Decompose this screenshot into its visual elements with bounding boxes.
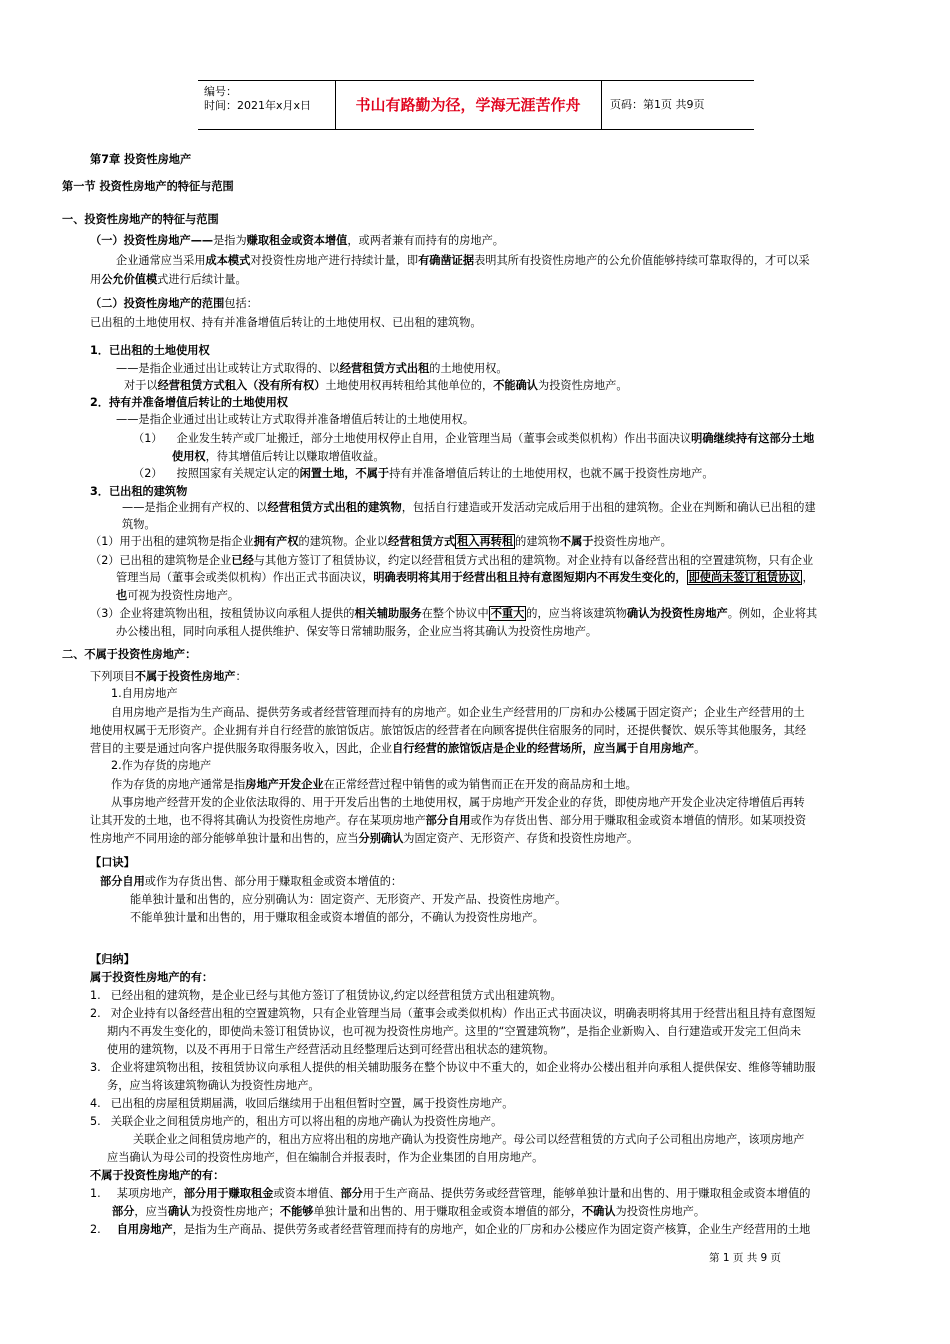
text-run: 或作为存货出售、部分用于赚取租金或资本增值的： <box>144 875 403 888</box>
text-run: 对于以 <box>124 379 158 392</box>
text-run: ，待其增值后转让以赚取增值收益。 <box>205 450 385 463</box>
text-line <box>133 466 714 483</box>
list-number: 5. <box>90 1115 101 1128</box>
text-run: 的土地使用权。 <box>429 362 508 375</box>
list-item <box>90 1060 816 1077</box>
text-run: 对投资性房地产进行持续计量，即 <box>250 254 419 267</box>
text-run: 土地使用权再转租给其他单位的， <box>325 379 494 392</box>
text-run: 不确认 <box>581 1205 616 1218</box>
text-line: 地使用权属于无形资产。企业拥有并自行经营的旅馆饭店。旅馆饭店的经营者在向顾客提供住宿服务的同时，还提供餐饮、娱乐等其他服务，其经 <box>90 724 807 737</box>
text-run: 有确凿证据 <box>418 254 475 267</box>
header-table <box>198 80 754 130</box>
list-item <box>90 1222 810 1239</box>
text-run: 为投资性房地产。 <box>538 379 628 392</box>
text-run: 企业通常应当采用 <box>116 254 206 267</box>
boxed-text: 即使尚未签订租赁协议 <box>688 571 801 584</box>
text-run: 与其他方签订了租赁协议，约定以经营租赁方式出租的建筑物。对企业持有以备经营出租的空置建筑物，只有企业 <box>253 554 814 567</box>
text-run: 闲置土地，不属于 <box>299 467 390 480</box>
text-run: 的建筑物。企业以 <box>298 535 389 548</box>
text-run: 不能确认 <box>493 379 538 392</box>
text-run: 拥有产权 <box>253 535 299 548</box>
text-line <box>133 431 814 448</box>
text-line: 办公楼出租，同时向承租人提供维护、保安等日常辅助服务，企业应当将其确认为投资性房地产。 <box>116 625 598 638</box>
text-line: 使用的建筑物，以及不再用于日常生产经营活动且经整理后达到可经营出租状态的建筑物。 <box>107 1043 555 1056</box>
text-run: 管理当局（董事会或类似机构）作出正式书面决议， <box>116 571 374 584</box>
text-run: ： <box>235 670 247 683</box>
text-run: 不属于投资性房地产 <box>134 670 236 683</box>
text-run: 投资性房地产。 <box>593 535 672 548</box>
text-run: 也 <box>116 589 128 602</box>
text-line <box>116 588 239 605</box>
text-run: 营目的主要是通过向客户提供服务取得服务收入，因此，企业 <box>90 742 393 755</box>
text-line <box>90 606 817 623</box>
mnemonic-title: 【口诀】 <box>90 856 135 869</box>
text-run: 部分 <box>340 1187 363 1200</box>
text-run: 用于生产商品、提供劳务或经营管理，能够单独计量和出售的、用于赚取租金或资本增值的 <box>362 1187 811 1200</box>
text-run: 不属于 <box>559 535 594 548</box>
text-run: 确认 <box>167 1205 191 1218</box>
text-run: ，应当 <box>134 1205 168 1218</box>
text-run: 在正常经营过程中销售的或为销售而正在开发的商品房和土地。 <box>323 778 637 791</box>
list-number: （2） <box>133 467 163 480</box>
text-run: ，或两者兼有而持有的房地产。 <box>347 234 504 247</box>
text-run: 明确继续持有这部分土地 <box>691 432 815 445</box>
text-run: 在整个协议中 <box>421 607 489 620</box>
text-run: 相关辅助服务 <box>354 607 422 620</box>
paragraph-scope <box>90 296 258 313</box>
text-run: 可视为投资性房地产。 <box>127 589 240 602</box>
text-line <box>100 874 402 891</box>
list-number: 3. <box>90 1061 101 1074</box>
list-item <box>90 1186 810 1203</box>
text-line <box>116 570 814 587</box>
text-run: 企业将建筑物出租，按租赁协议向承租人提供的相关辅助服务在整个协议中不重大的，如企业将办公楼出租并向承租人提供保安、维修等辅助服 <box>110 1061 816 1074</box>
list-number: 1. <box>90 1187 101 1200</box>
text-run: 用 <box>90 273 102 286</box>
text-run: 经营租赁方式 <box>388 535 456 548</box>
text-run: 或资本增值、 <box>273 1187 341 1200</box>
text-line <box>90 534 672 551</box>
list-item <box>90 1114 502 1131</box>
text-run: 房地产开发企业 <box>245 778 324 791</box>
text-run: 部分用于赚取租金 <box>183 1187 274 1200</box>
list-number: 4. <box>90 1097 101 1110</box>
text-run: 包括： <box>224 297 258 310</box>
text-run: 公允价值模 <box>101 273 158 286</box>
summary-no-heading: 不属于投资性房地产的有： <box>90 1169 225 1182</box>
text-line <box>90 831 638 848</box>
heading-1: 一、投资性房地产的特征与范围 <box>62 213 219 226</box>
text-run: 已经出租的建筑物，是企业已经与其他方签订了租赁协议,约定以经营租赁方式出租建筑物。 <box>110 989 562 1002</box>
text-run: 式进行后续计量。 <box>157 273 247 286</box>
time-label: 时间：2021年x月x日 <box>204 99 312 112</box>
list-item <box>90 1096 513 1113</box>
text-line: 从事房地产经营开发的企业依法取得的、用于开发后出售的土地使用权，属于房地产开发企业的存货，即使房地产开发企业决定待增值后再转 <box>111 796 805 809</box>
text-line <box>112 1204 705 1221</box>
text-line <box>90 669 247 686</box>
motto: 书山有路勤为径，学海无涯苦作舟 <box>355 96 581 114</box>
text-run: 明确表明将其用于经营出租且持有意图短期内不再发生变化的， <box>373 571 687 584</box>
text-line <box>90 553 813 570</box>
text-line: 1.自用房地产 <box>111 687 178 700</box>
text-run: 对企业持有以备经营出租的空置建筑物，只有企业管理当局（董事会或类似机构）作出正式书面决议，明确表明将其用于经营出租且持有意图短 <box>110 1007 816 1020</box>
list-item <box>90 1006 816 1023</box>
chapter-title: 第7章 投资性房地产 <box>90 153 192 166</box>
summary-title: 【归纳】 <box>90 953 135 966</box>
text-run: 自行经营的旅馆饭店是企业的经营场所，应当属于自用房地产 <box>392 742 695 755</box>
text-run: ，包括自行建造或开发活动完成后用于出租的建筑物。企业在判断和确认已出租的建 <box>401 501 816 514</box>
text-run: 经营租赁方式租入（没有所有权） <box>157 379 326 392</box>
text-run: 的，应当将该建筑物 <box>526 607 627 620</box>
text-run: 某项房地产， <box>116 1187 184 1200</box>
text-run: 经营租赁方式出租的建筑物 <box>267 501 402 514</box>
text-run: 自用房地产 <box>116 1223 173 1236</box>
list-number: （1） <box>133 432 163 445</box>
text-run: 已经 <box>231 554 254 567</box>
text-run: （3）企业将建筑物出租，按租赁协议向承租人提供的 <box>90 607 355 620</box>
text-run: 或作为存货出售、部分用于赚取租金或资本增值的情形。如某项投资 <box>470 814 807 827</box>
text-run: 部分 <box>112 1205 135 1218</box>
text-run: 按照国家有关规定认定的 <box>176 467 300 480</box>
text-line <box>172 449 385 466</box>
list-number: 2. <box>90 1223 101 1236</box>
text-line <box>116 361 508 378</box>
paragraph-measurement <box>116 253 810 270</box>
paragraph-measurement-cont <box>90 272 247 289</box>
text-run: 下列项目 <box>90 670 135 683</box>
text-run: 为投资性房地产； <box>190 1205 280 1218</box>
text-run: 单独计量和出售的、用于赚取租金或资本增值的部分， <box>313 1205 582 1218</box>
text-run: 企业发生转产或厂址搬迁，部分土地使用权停止自用，企业管理当局（董事会或类似机构）作出书面决议 <box>176 432 692 445</box>
text-line <box>90 813 806 830</box>
text-line: 不能单独计量和出售的，用于赚取租金或资本增值的部分，不确认为投资性房地产。 <box>130 911 544 924</box>
text-run: 持有并准备增值后转让的土地使用权，也就不属于投资性房地产。 <box>389 467 714 480</box>
text-run: 是指为 <box>213 234 247 247</box>
list-number: 2. <box>90 1007 101 1020</box>
text-line: 期内不再发生变化的，即使尚未签订租赁协议，也可视为投资性房地产。这里的“空置建筑物”，是指企业新购入、自行建造或开发完工但尚未 <box>107 1025 802 1038</box>
number-label: 编号： <box>204 85 237 98</box>
paragraph-scope-list: 已出租的土地使用权、持有并准备增值后转让的土地使用权、已出租的建筑物。 <box>90 316 482 329</box>
text-run: 确认为投资性房地产 <box>627 607 728 620</box>
text-line <box>90 741 705 758</box>
summary-yes-heading: 属于投资性房地产的有： <box>90 971 214 984</box>
paragraph-definition <box>90 233 504 250</box>
text-run: （一）投资性房地产—— <box>90 234 214 247</box>
text-line <box>111 777 637 794</box>
header-page-cell <box>602 81 754 129</box>
text-run: 使用权 <box>172 450 206 463</box>
text-run: 作为存货的房地产通常是指 <box>111 778 246 791</box>
text-run: 让其开发的土地，也不得将其确认为投资性房地产。存在某项房地产 <box>90 814 426 827</box>
text-run: 。例如，企业将其 <box>727 607 818 620</box>
header-info-cell <box>198 81 336 129</box>
text-run: 已出租的房屋租赁期届满，收回后继续用于出租但暂时空置，属于投资性房地产。 <box>110 1097 514 1110</box>
text-line: 应当确认为母公司的投资性房地产，但在编制合并报表时，作为企业集团的自用房地产。 <box>107 1151 544 1164</box>
text-run: ，是指为生产商品、提供劳务或者经营管理而持有的房地产，如企业的厂房和办公楼应作为固定资产核算，企业生产经营用的土地 <box>172 1223 811 1236</box>
text-run: （2）已出租的建筑物是企业 <box>90 554 232 567</box>
text-run: ——是指企业拥有产权的、以 <box>122 501 268 514</box>
text-line <box>122 500 816 517</box>
text-line: 关联企业之间租赁房地产的，租出方应将出租的房地产确认为投资性房地产。母公司以经营租赁的方式向子公司租出房地产，该项房地产 <box>133 1133 805 1146</box>
text-run: 成本模式 <box>205 254 251 267</box>
text-run: 性房地产不同用途的部分能够单独计量和出售的，应当 <box>90 832 359 845</box>
text-run: （二）投资性房地产的范围 <box>90 297 225 310</box>
subheading-1: 1．已出租的土地使用权 <box>90 344 210 357</box>
text-line: 能单独计量和出售的，应分别确认为：固定资产、无形资产、开发产品、投资性房地产。 <box>130 893 567 906</box>
boxed-text: 租入再转租 <box>457 535 514 548</box>
text-run: 表明其所有投资性房地产的公允价值能够持续可靠取得的，才可以采 <box>474 254 810 267</box>
text-run: 经营租赁方式出租 <box>339 362 430 375</box>
text-line: 筑物。 <box>122 518 156 531</box>
heading-2: 二、不属于投资性房地产： <box>62 648 197 661</box>
boxed-text: 不重大 <box>490 607 525 620</box>
text-line: ——是指企业通过出让或转让方式取得并准备增值后转让的土地使用权。 <box>116 413 475 426</box>
list-number: 1. <box>90 989 101 1002</box>
page-footer: 第 1 页 共 9 页 <box>709 1252 782 1264</box>
list-item <box>90 988 562 1005</box>
header-motto-cell <box>335 81 602 129</box>
text-run: 为固定资产、无形资产、存货和投资性房地产。 <box>403 832 639 845</box>
text-run: 赚取租金或资本增值 <box>246 234 348 247</box>
page-label: 页码：第1页 共9页 <box>610 98 705 111</box>
subheading-3: 3．已出租的建筑物 <box>90 485 188 498</box>
text-run: 不能够 <box>279 1205 314 1218</box>
subheading-2: 2．持有并准备增值后转让的土地使用权 <box>90 396 288 409</box>
text-run: 分别确认 <box>358 832 404 845</box>
text-run: 为投资性房地产。 <box>615 1205 706 1218</box>
text-run: ——是指企业通过出让或转让方式取得的、以 <box>116 362 340 375</box>
text-line: 务，应当将该建筑物确认为投资性房地产。 <box>107 1079 320 1092</box>
text-line <box>124 378 628 395</box>
text-run: 。 <box>694 742 706 755</box>
section-title: 第一节 投资性房地产的特征与范围 <box>62 180 234 193</box>
text-line: 2.作为存货的房地产 <box>111 759 212 772</box>
text-line: 自用房地产是指为生产商品、提供劳务或者经营管理而持有的房地产。如企业生产经营用的厂房和办公楼属于固定资产；企业生产经营用的土 <box>111 706 805 719</box>
text-run: （1）用于出租的建筑物是指企业 <box>90 535 254 548</box>
text-run: ， <box>802 571 814 584</box>
text-run: 部分自用 <box>100 875 145 888</box>
text-run: 关联企业之间租赁房地产的，租出方可以将出租的房地产确认为投资性房地产。 <box>110 1115 503 1128</box>
text-run: 部分自用 <box>425 814 471 827</box>
text-run: 的建筑物 <box>515 535 560 548</box>
